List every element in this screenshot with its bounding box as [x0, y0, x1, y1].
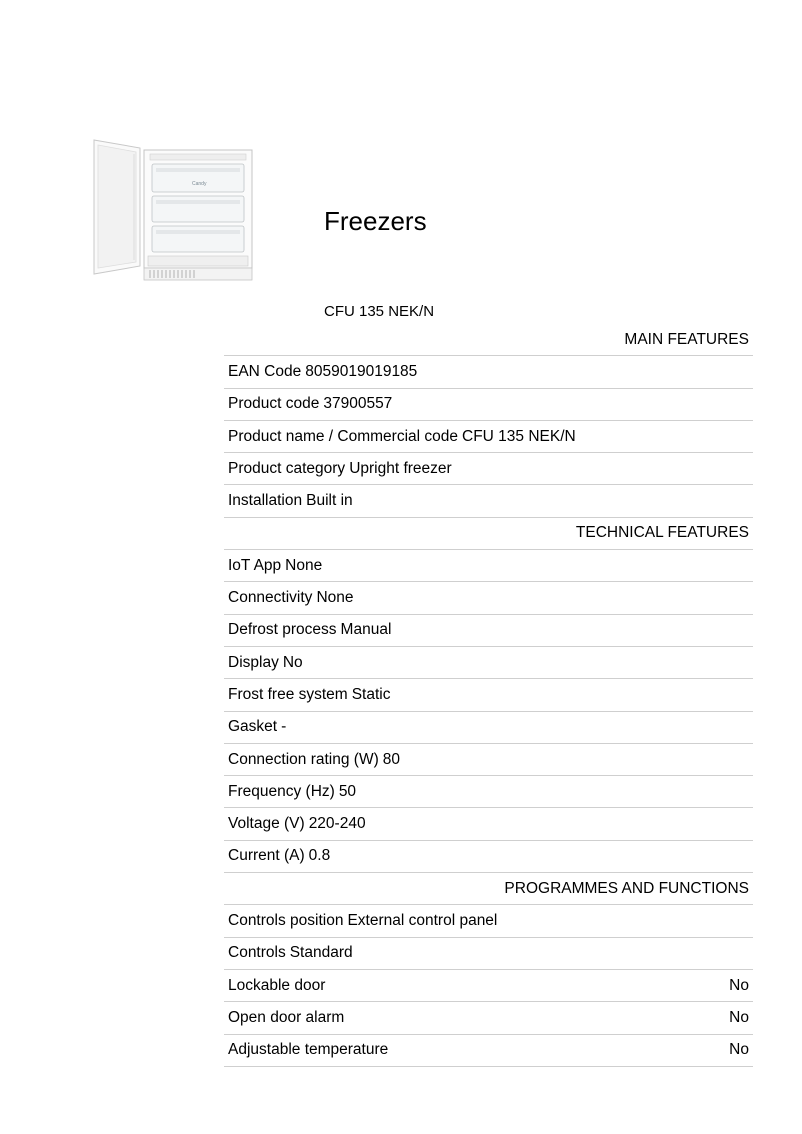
section-title: TECHNICAL FEATURES [575, 524, 749, 542]
page-title: Freezers [324, 206, 427, 236]
section-title: PROGRAMMES AND FUNCTIONS [504, 879, 749, 897]
spec-label: Gasket [228, 718, 278, 736]
plinth-vent [144, 268, 252, 280]
spec-label: Connection rating (W) [228, 750, 379, 768]
model-name: CFU 135 NEK/N [324, 303, 435, 320]
spec-value: 80 [382, 750, 401, 768]
spec-label: Current (A) [228, 847, 305, 865]
spec-value: Manual [340, 621, 392, 639]
section-header [224, 518, 753, 550]
spec-row [224, 647, 753, 679]
spec-value: Standard [289, 944, 353, 962]
spec-value: Built in [306, 492, 353, 510]
spec-row [224, 776, 753, 808]
spec-row [224, 1035, 753, 1067]
spec-value: None [285, 556, 323, 574]
spec-value: None [316, 589, 354, 607]
spec-row [224, 905, 753, 937]
spec-row [224, 582, 753, 614]
freezer-door [94, 140, 140, 274]
section-title: MAIN FEATURES [624, 330, 749, 348]
spec-value: 0.8 [308, 847, 331, 865]
spec-row [224, 389, 753, 421]
spec-value: 50 [338, 782, 357, 800]
spec-row [224, 550, 753, 582]
spec-value: No [729, 1041, 749, 1059]
spec-label: Connectivity [228, 589, 313, 607]
spec-label: Defrost process [228, 621, 337, 639]
spec-row [224, 453, 753, 485]
section-header [224, 324, 753, 356]
spec-row [224, 712, 753, 744]
spec-value: 37900557 [323, 395, 393, 413]
spec-label: IoT App [228, 556, 282, 574]
freezer-cabinet [144, 150, 252, 268]
spec-value: No [729, 1008, 749, 1026]
spec-row [224, 744, 753, 776]
spec-row [224, 808, 753, 840]
spec-row [224, 679, 753, 711]
spec-value: No [282, 653, 303, 671]
spec-label: Voltage (V) [228, 815, 305, 833]
spec-value: No [729, 976, 749, 994]
spec-row [224, 485, 753, 517]
spec-value: 8059019019185 [305, 362, 418, 380]
spec-value: 220-240 [308, 815, 366, 833]
spec-row [224, 841, 753, 873]
spec-value: - [281, 718, 287, 736]
spec-value: Static [351, 685, 391, 703]
spec-label: Product name / Commercial code [228, 427, 459, 445]
spec-value: External control panel [347, 911, 498, 929]
spec-label: Frequency (Hz) [228, 782, 335, 800]
spec-value: CFU 135 NEK/N [462, 427, 576, 445]
spec-row [224, 970, 753, 1002]
spec-row [224, 615, 753, 647]
spec-row [224, 1002, 753, 1034]
product-image [88, 136, 258, 286]
spec-table [224, 324, 753, 1067]
spec-label: Installation [228, 492, 303, 510]
spec-label: Frost free system [228, 685, 348, 703]
spec-label: Display [228, 653, 279, 671]
spec-row [224, 938, 753, 970]
brand-logo: Candy [192, 181, 207, 187]
spec-label: Controls position [228, 911, 344, 929]
spec-row [224, 356, 753, 388]
spec-value: Upright freezer [349, 459, 452, 477]
spec-row [224, 421, 753, 453]
spec-label: Controls [228, 944, 286, 962]
spec-label: Open door alarm [228, 1008, 345, 1026]
spec-label: Product category [228, 459, 346, 477]
spec-label: EAN Code [228, 362, 302, 380]
spec-label: Lockable door [228, 976, 326, 994]
section-header [224, 873, 753, 905]
spec-label: Adjustable temperature [228, 1041, 389, 1059]
spec-label: Product code [228, 395, 320, 413]
